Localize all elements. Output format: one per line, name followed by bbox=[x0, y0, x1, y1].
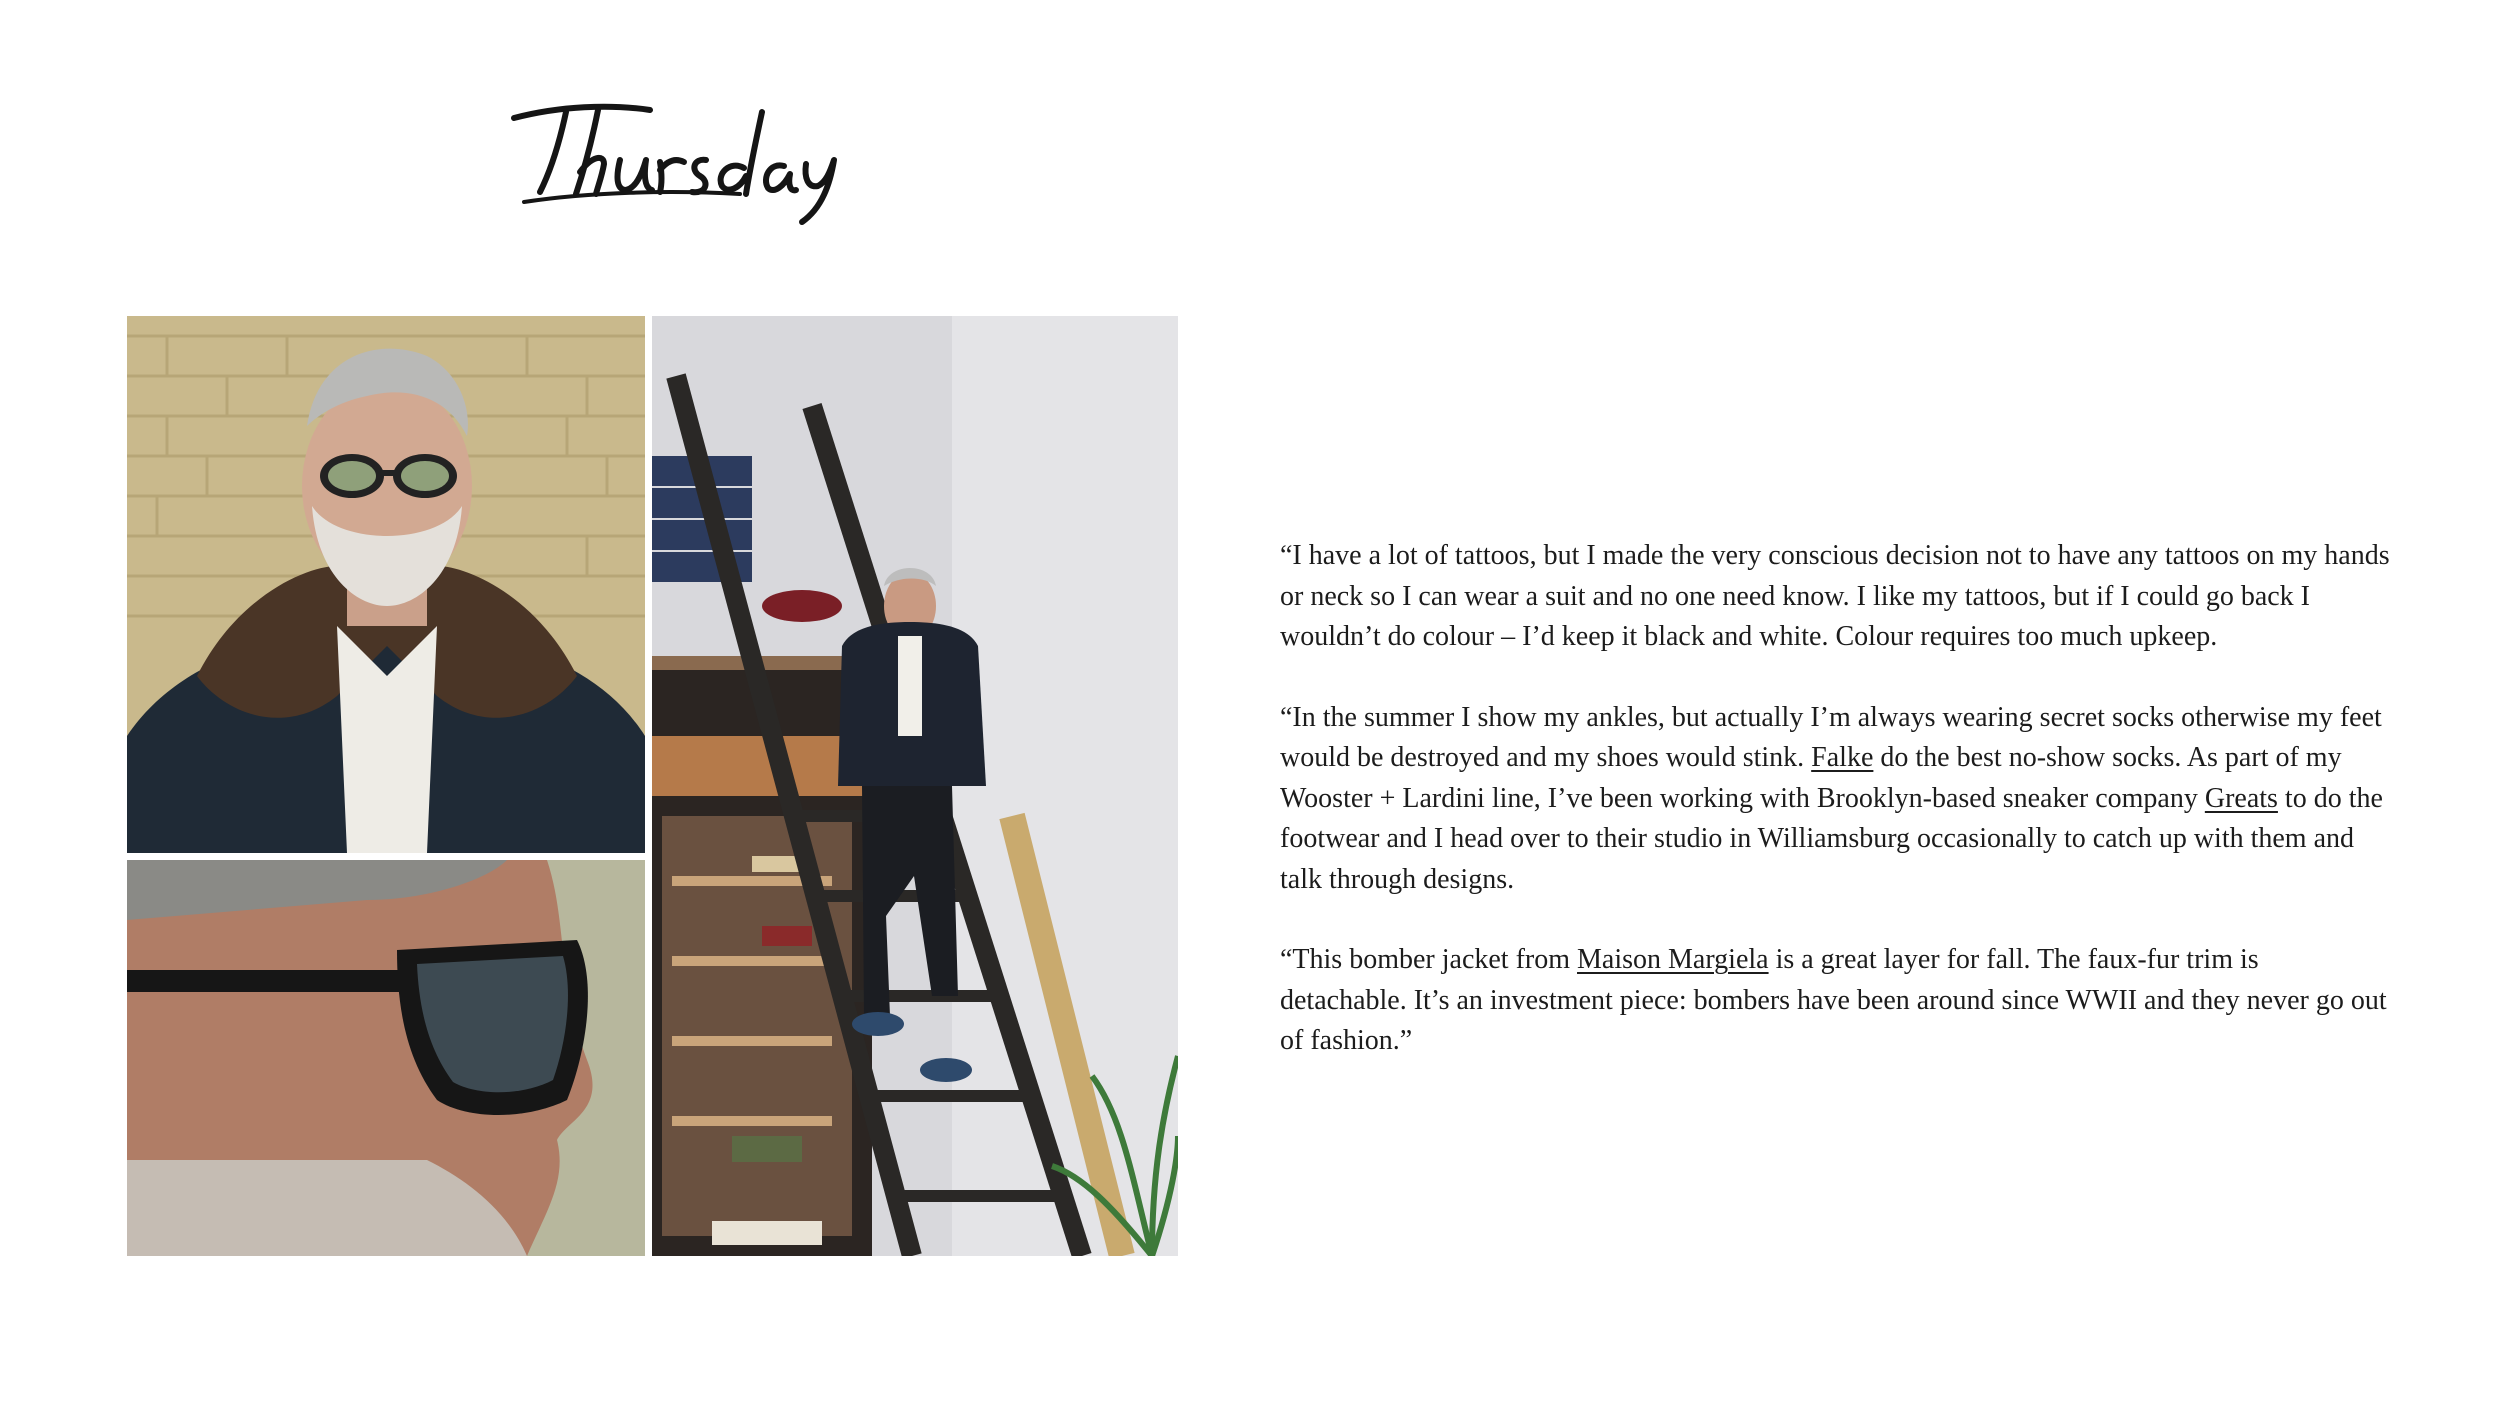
greats-link[interactable]: Greats bbox=[2204, 782, 2278, 814]
thursday-script-lettering bbox=[500, 90, 860, 230]
text-run: “This bomber jacket from bbox=[1280, 944, 1578, 975]
text-run: is a great layer for fall. The faux-fur trim is detachable. It’s an investment piece: bombers have been around since WWII and they never go out of fashion.” bbox=[1280, 944, 2387, 1056]
article-body bbox=[1280, 536, 2390, 1102]
portrait-photo bbox=[127, 316, 645, 853]
text-run: do the best no-show socks. As part of my Wooster + Lardini line, I’ve been working with Brooklyn-based sneaker company bbox=[1280, 742, 2342, 814]
text-run: “In the summer I show my ankles, but actually I’m always wearing secret socks otherwise my feet would be destroyed and my shoes would stink. bbox=[1280, 701, 2382, 773]
falke-link[interactable]: Falke bbox=[1811, 742, 1874, 773]
article-paragraph: “I have a lot of tattoos, but I made the very conscious decision not to have any tattoos on my hands or neck so I can wear a suit and no one need know. I like my tattoos, but if I could go back I wouldn’t do colour – I’d keep it black and white. Colour requires too much upkeep. bbox=[1280, 540, 2390, 652]
article-paragraph bbox=[1280, 940, 2390, 1062]
article-paragraph bbox=[1280, 698, 2390, 901]
text-run: to do the footwear and I head over to their studio in Williamsburg occasionally to catch up with them and talk through designs. bbox=[1280, 782, 2383, 895]
maison-margiela-link[interactable]: Maison Margiela bbox=[1577, 944, 1769, 975]
day-title bbox=[500, 90, 860, 230]
closeup-photo bbox=[127, 860, 645, 1256]
ladder-photo bbox=[652, 316, 1178, 1256]
